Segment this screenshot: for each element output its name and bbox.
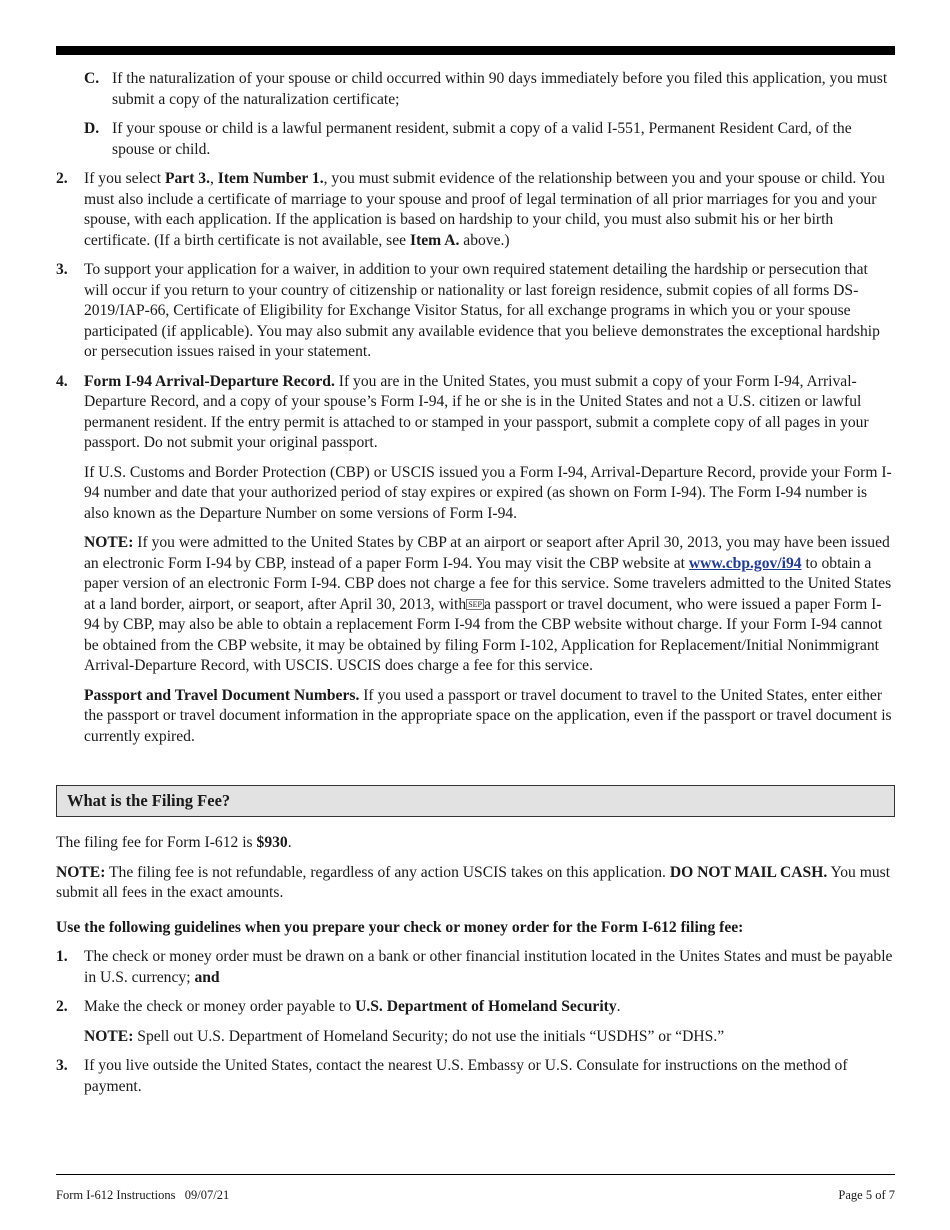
list-item-c [84, 69, 895, 110]
item-text: The check or money order must be drawn on a bank or other financial institution located in the Unites States and must be payable in U.S. currency; and [84, 948, 893, 986]
list-item-3 [56, 260, 895, 363]
list-item-4 [56, 372, 895, 454]
list-item-d [84, 119, 895, 160]
form-id: Form I-612 Instructions 09/07/21 [56, 1188, 230, 1202]
i94-note: NOTE: If you were admitted to the United States by CBP at an airport or seaport after April 30, 2013, you may have been issued an electronic Form I-94 by CBP, instead of a paper Form I-94. You may visit the CBP website at www.cbp.gov/i94 to obtain a paper version of an electronic Form I-94. CBP does not charge a fee for this service. Some travelers admitted to the United States at a land border, airport, or seaport, after April 30, 2013, with SEP a passport or travel document, who were issued a paper Form I-94 by CBP, may also be able to obtain a replacement Form I-94 from the CBP website without charge. If your Form I-94 cannot be obtained from the CBP website, it may be obtained by filing Form I-102, Application for Replacement/Initial Nonimmigrant Arrival-Departure Record, with USCIS. USCIS does charge a fee for this service. [84, 534, 892, 674]
page-footer [56, 1174, 895, 1206]
cbp-website-link[interactable]: www.cbp.gov/i94 [688, 554, 802, 572]
item-number: 2. [56, 998, 68, 1015]
item-text: Form I-94 Arrival-Departure Record. If you are in the United States, you must submit a copy of your Form I-94, Arrival-Departure Record, and a copy of your spouse’s Form I-94, if he or she is in the United States and not a U.S. citizen or lawful permanent resident. If the entry permit is attached to or stamped in your passport, submit a complete copy of all pages in your passport. Do not submit your original passport. [84, 372, 869, 451]
item-letter: C. [84, 70, 100, 87]
item-text: If your spouse or child is a lawful permanent resident, submit a copy of a valid I-551, Permanent Resident Card, of the spouse or child. [112, 120, 852, 158]
cbp-paragraph: If U.S. Customs and Border Protection (CBP) or USCIS issued you a Form I-94, Arrival-Departure Record, provide your Form I-94 number and date that your authorized period of stay expires or expired (as shown on Form I-94). The Form I-94 number is also known as the Departure Number on some versions of Form I-94. [84, 463, 892, 522]
sep-glyph: SEP [468, 600, 482, 610]
item-text: To support your application for a waiver, in addition to your own required statement detailing the hardship or persecution that will occur if you return to your country of citizenship or nationality or last foreign residence, submit copies of all forms DS-2019/IAP-66, Certificate of Eligibility for Exchange Visitor Status, for all exchange programs in which you or your spouse participated (if applicable). You may also submit any available evidence that you believe demonstrates the exceptional hardship or persecution issues raised in your statement. [84, 261, 880, 360]
item-letter: D. [84, 120, 100, 137]
item-number: 2. [56, 170, 68, 187]
item-text: If you select Part 3., Item Number 1., you must submit evidence of the relationship between you and your spouse or child. You must also include a certificate of marriage to your spouse and proof of legal termination of all prior marriages for you and your spouse, with each application. If the application is based on hardship to your child, you must also submit his or her birth certificate. (If a birth certificate is not available, see Item A. above.) [84, 170, 885, 249]
guideline-item-3 [56, 1056, 895, 1097]
item-text: If you live outside the United States, contact the nearest U.S. Embassy or U.S. Consulate for instructions on the method of payment. [84, 1057, 848, 1095]
item-number: 1. [56, 948, 68, 965]
item-number: 4. [56, 372, 68, 390]
item-text: Make the check or money order payable to U.S. Department of Homeland Security. [84, 998, 621, 1015]
item-number: 3. [56, 261, 68, 278]
passport-paragraph: Passport and Travel Document Numbers. If you used a passport or travel document to travel to the United States, enter either the passport or travel document information in the appropriate space on the application, even if the passport or travel document is currently expired. [84, 686, 892, 745]
filing-fee-heading: What is the Filing Fee? [56, 785, 895, 817]
item-text: If the naturalization of your spouse or child occurred within 90 days immediately before you filed this application, you must submit a copy of the naturalization certificate; [112, 70, 888, 108]
fee-amount: $930 [256, 834, 288, 851]
item-number: 3. [56, 1057, 68, 1074]
guidelines-heading: Use the following guidelines when you prepare your check or money order for the Form I-612 filing fee: [56, 918, 744, 936]
top-rule [56, 46, 895, 55]
fee-note: NOTE: The filing fee is not refundable, regardless of any action USCIS takes on this application. DO NOT MAIL CASH. You must submit all fees in the exact amounts. [56, 863, 891, 901]
list-item-2 [56, 169, 895, 251]
guideline-item-2 [56, 997, 895, 1018]
guideline-item-1 [56, 947, 895, 988]
page-number: Page 5 of 7 [838, 1188, 895, 1202]
payee-note: NOTE: Spell out U.S. Department of Homeland Security; do not use the initials “USDHS” or “DHS.” [84, 1027, 725, 1045]
page-content [56, 46, 895, 1106]
fee-amount-line: The filing fee for Form I-612 is $930. [56, 834, 292, 851]
